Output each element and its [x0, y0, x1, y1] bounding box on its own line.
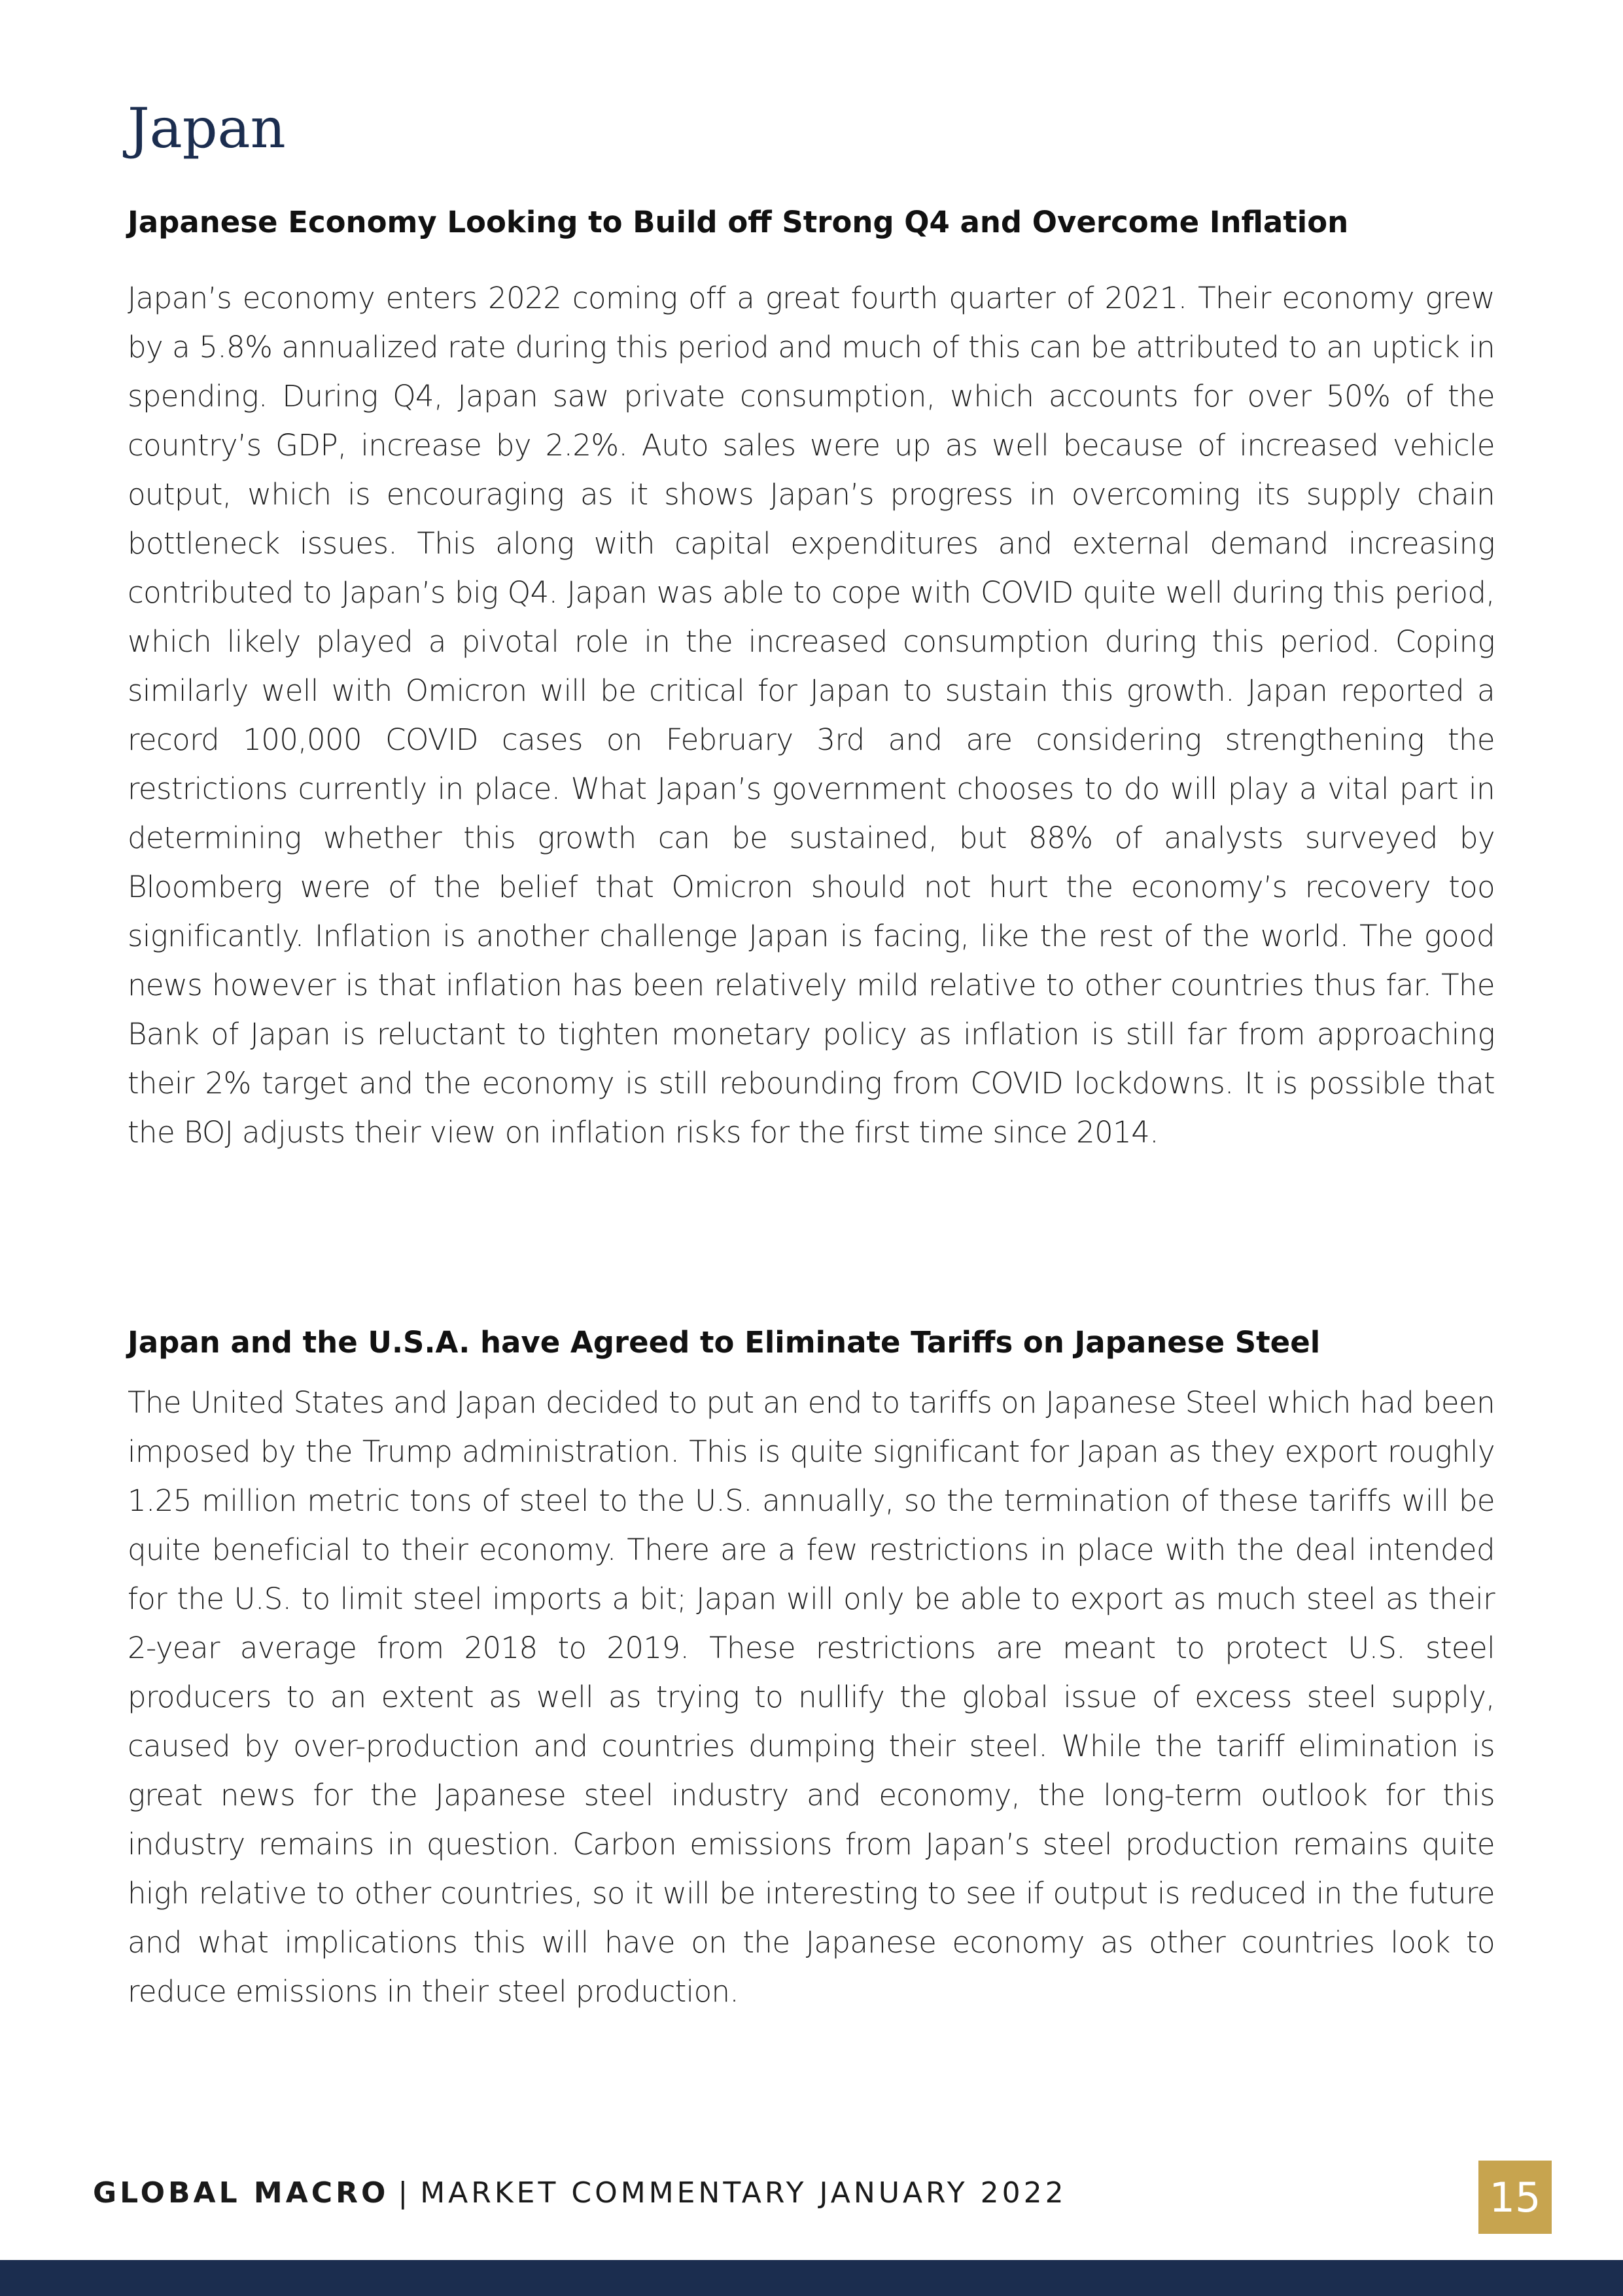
section-heading: Japan and the U.S.A. have Agreed to Eliminate Tariffs on Japanese Steel: [128, 1325, 1321, 1360]
bottom-accent-bar: [0, 2260, 1623, 2296]
page-title: Japan: [128, 96, 286, 160]
footer-separator: |: [398, 2176, 411, 2210]
section-body-text: Japan’s economy enters 2022 coming off a great fourth quarter of 2021. Their economy grew by a 5.8% annualized rate during this period and much of this can be attributed to an uptick in spending. During Q4, Japan saw private consumption, which accounts for over 50% of the country’s GDP, increase by 2.2%. Auto sales were up as well because of increased vehicle output, which is encouraging as it shows Japan’s progress in overcoming its supply chain bottleneck issues. This along with capital expenditures and external demand increasing contributed to Japan’s big Q4. Japan was able to cope with COVID quite well during this period, which likely played a pivotal role in the increased consumption during this period. Coping similarly well with Omicron will be critical for Japan to sustain this growth. Japan reported a record 100,000 COVID cases on February 3rd and are considering strengthening the restrictions currently in place. What Japan’s government chooses to do will play a vital part in determining whether this growth can be sustained, but 88% of analysts surveyed by Bloomberg were of the belief that Omicron should not hurt the economy’s recovery too significantly. Inflation is another challenge Japan is facing, like the rest of the world. The good news however is that inflation has been relatively mild relative to other countries thus far. The Bank of Japan is reluctant to tighten monetary policy as inflation is still far from approaching their 2% target and the economy is still rebounding from COVID lockdowns. It is possible that the BOJ adjusts their view on inflation risks for the first time since 2014.: [128, 281, 1495, 1150]
footer-brand: GLOBAL MACRO: [93, 2176, 389, 2210]
section-heading: Japanese Economy Looking to Build off Strong Q4 and Overcome Inflation: [128, 205, 1349, 239]
section-body-text: The United States and Japan decided to put an end to tariffs on Japanese Steel which had been imposed by the Trump administration. This is quite significant for Japan as they export roughly 1.25 million metric tons of steel to the U.S. annually, so the termination of these tariffs will be quite beneficial to their economy. There are a few restrictions in place with the deal intended for the U.S. to limit steel imports a bit; Japan will only be able to export as much steel as their 2-year average from 2018 to 2019. These restrictions are meant to protect U.S. steel producers to an extent as well as trying to nullify the global issue of excess steel supply, caused by over-production and countries dumping their steel. While the tariff elimination is great news for the Japanese steel industry and economy, the long-term outlook for this industry remains in question. Carbon emissions from Japan’s steel production remains quite high relative to other countries, so it will be interesting to see if output is reduced in the future and what implications this will have on the Japanese economy as other countries look to reduce emissions in their steel production.: [128, 1385, 1495, 2009]
footer-subtitle: MARKET COMMENTARY JANUARY 2022: [420, 2176, 1067, 2210]
page-number-badge: 15: [1478, 2161, 1552, 2234]
article-section-steel-tariffs: [128, 1322, 1495, 2016]
article-section-economy: [128, 202, 1495, 1157]
page-footer: [93, 2176, 1067, 2210]
